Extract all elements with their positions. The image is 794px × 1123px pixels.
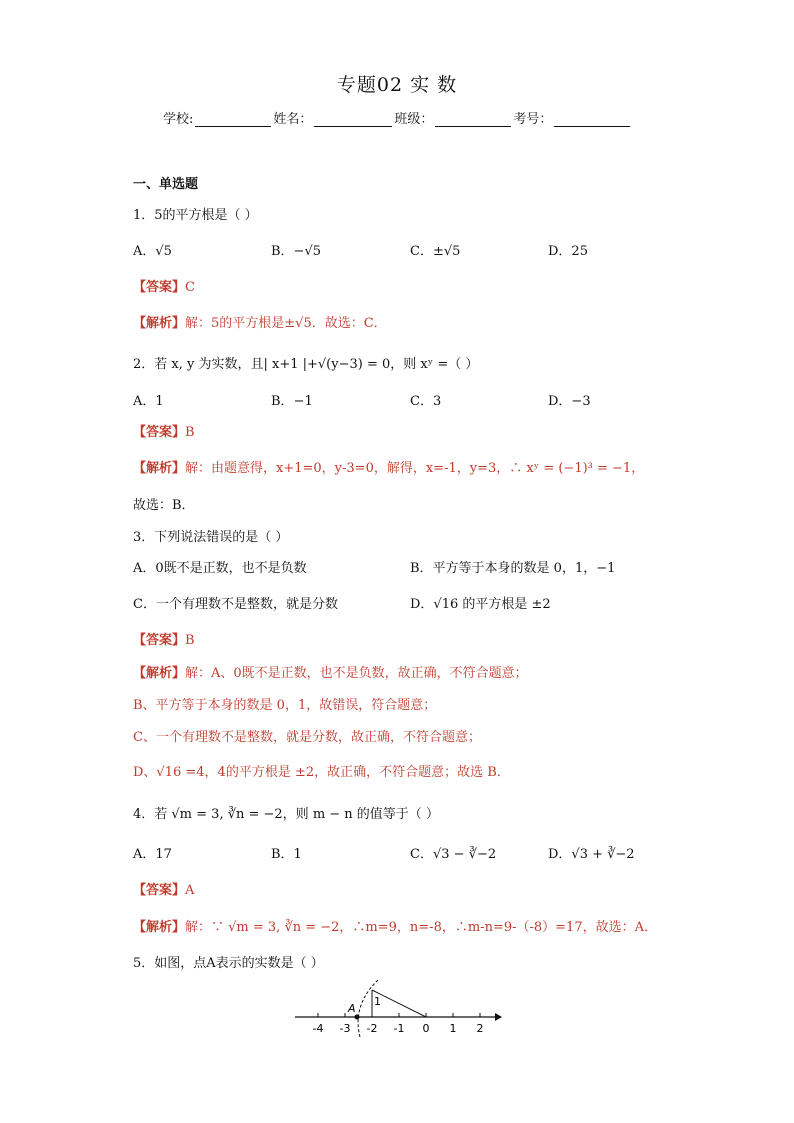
tick-label: 0 xyxy=(422,1022,430,1035)
q1-option-c: C．±√5 xyxy=(410,244,461,259)
number-label: 考号： xyxy=(513,112,553,127)
q4-option-c: C．√3 − ∛−2 xyxy=(410,847,497,862)
q3-answer-value: B xyxy=(185,633,195,648)
q3-analysis xyxy=(133,662,528,681)
analysis-tag: 【解析】 xyxy=(133,316,186,331)
q3-option-c: C．一个有理数不是整数，就是分数 xyxy=(133,597,338,612)
q2-answer xyxy=(133,421,195,440)
q3-analysis-line3: C、一个有理数不是整数，就是分数，故正确，不符合题意； xyxy=(133,730,481,745)
school-field[interactable] xyxy=(195,112,271,127)
q3-option-d: D．√16 的平方根是 ±2 xyxy=(410,597,551,612)
tick-label: -3 xyxy=(339,1022,351,1035)
q1-answer xyxy=(133,276,195,295)
point-a xyxy=(355,1015,360,1020)
q4-option-d: D．√3 + ∛−2 xyxy=(548,847,635,862)
q3-analysis-text: 解：A、0既不是正数，也不是负数，故正确，不符合题意； xyxy=(185,666,528,681)
answer-tag: 【答案】 xyxy=(133,633,186,648)
q3-answer xyxy=(133,629,195,648)
q1-analysis-text: 解：5的平方根是±√5．故选：C． xyxy=(185,316,387,331)
q3-analysis-line2: B、平方等于本身的数是 0，1，故错误，符合题意； xyxy=(133,698,437,713)
q4-option-b: B．1 xyxy=(271,847,302,862)
analysis-tag: 【解析】 xyxy=(133,920,186,935)
q3-option-a: A．0既不是正数，也不是负数 xyxy=(133,561,307,576)
q2-analysis-line2: 故选：B． xyxy=(133,498,195,513)
q3-stem: 3．下列说法错误的是（ ） xyxy=(133,530,289,545)
q1-option-d: D．25 xyxy=(548,244,588,259)
student-info xyxy=(163,108,632,127)
q2-option-b: B．−1 xyxy=(271,394,313,409)
answer-tag: 【答案】 xyxy=(133,425,186,440)
analysis-tag: 【解析】 xyxy=(133,666,186,681)
tick-label: 1 xyxy=(449,1022,457,1035)
q2-option-d: D．−3 xyxy=(548,394,591,409)
q2-analysis xyxy=(133,457,644,476)
q4-analysis xyxy=(133,916,657,935)
tick-label: 2 xyxy=(476,1022,484,1035)
q4-analysis-text: 解：∵ √m = 3, ∛n = −2，∴m=9，n=-8，∴m-n=9-（-8）=17，故选：A． xyxy=(185,920,657,935)
q5-stem: 5．如图，点A表示的实数是（ ） xyxy=(133,956,324,971)
q4-option-a: A．17 xyxy=(133,847,172,862)
q1-option-a: A．√5 xyxy=(133,244,172,259)
tick-label: -4 xyxy=(312,1022,324,1035)
class-field[interactable] xyxy=(435,112,511,127)
section-heading: 一、单选题 xyxy=(133,177,199,192)
name-field[interactable] xyxy=(314,112,392,127)
q2-option-a: A．1 xyxy=(133,394,164,409)
analysis-tag: 【解析】 xyxy=(133,461,186,476)
name-label: 姓名： xyxy=(273,112,313,127)
q2-answer-value: B xyxy=(185,425,195,440)
height-label: 1 xyxy=(374,995,381,1008)
axis-arrow-icon xyxy=(495,1013,502,1021)
q2-option-c: C．3 xyxy=(410,394,442,409)
school-label: 学校: xyxy=(163,112,194,127)
answer-tag: 【答案】 xyxy=(133,883,186,898)
number-line-figure xyxy=(290,975,510,1040)
q2-stem: 2．若 x, y 为实数，且| x+1 |+√(y−3) = 0，则 xʸ =（ ） xyxy=(133,357,479,372)
q3-option-b: B．平方等于本身的数是 0，1，−1 xyxy=(410,561,616,576)
class-label: 班级： xyxy=(394,112,434,127)
q1-stem: 1．5的平方根是（ ） xyxy=(133,208,258,223)
point-a-label: A xyxy=(348,1002,356,1015)
answer-tag: 【答案】 xyxy=(133,280,186,295)
tick-label: -2 xyxy=(366,1022,378,1035)
q4-stem: 4．若 √m = 3, ∛n = −2，则 m − n 的值等于（ ） xyxy=(133,807,439,822)
q1-answer-value: C xyxy=(185,280,195,295)
q2-analysis-text: 解：由题意得，x+1=0，y-3=0，解得，x=-1，y=3，∴ xʸ = (−1)³ = −1， xyxy=(185,461,645,476)
page-title: 专题02 实 数 xyxy=(336,74,458,96)
number-field[interactable] xyxy=(554,112,630,127)
q1-option-b: B．−√5 xyxy=(271,244,322,259)
q4-answer-value: A xyxy=(185,883,195,898)
q4-answer xyxy=(133,879,194,898)
tick-label: -1 xyxy=(393,1022,405,1035)
q3-analysis-line4: D、√16 =4，4的平方根是 ±2，故正确，不符合题意；故选 B． xyxy=(133,765,510,780)
q1-analysis xyxy=(133,312,387,331)
